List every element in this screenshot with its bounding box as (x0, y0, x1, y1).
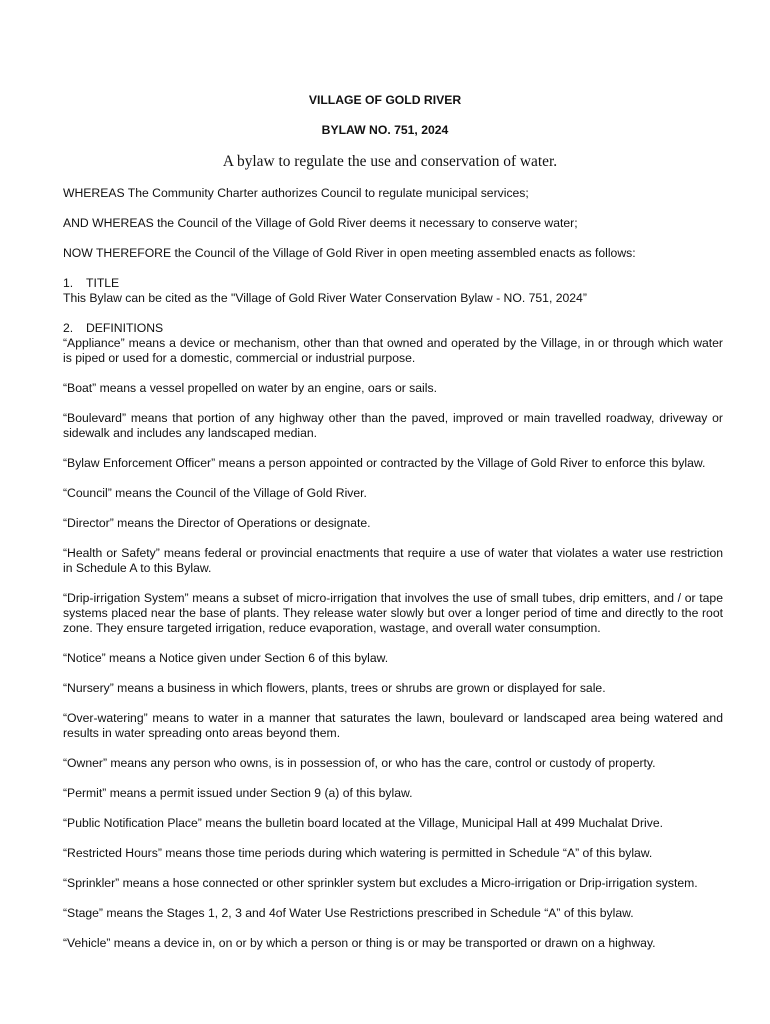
section-heading-text: DEFINITIONS (86, 321, 164, 335)
definition-appliance: “Appliance” means a device or mechanism, other than that owned and operated by the Village, in or through which water is piped or used for a domestic, commercial or industrial purpose. (63, 336, 723, 365)
section-title-heading (63, 276, 723, 291)
definition-boat: “Boat” means a vessel propelled on water by an engine, oars or sails. (63, 381, 437, 395)
definition-owner: “Owner” means any person who owns, is in possession of, or who has the care, control or custody of property. (63, 756, 656, 770)
recital-now-therefore: NOW THEREFORE the Council of the Village of Gold River in open meeting assembled enacts as follows: (63, 246, 636, 260)
definition-bylaw-enforcement-officer: “Bylaw Enforcement Officer” means a person appointed or contracted by the Village of Gold River to enforce this bylaw. (63, 456, 706, 470)
definition-notice: “Notice” means a Notice given under Section 6 of this bylaw. (63, 651, 389, 665)
recital-and-whereas: AND WHEREAS the Council of the Village of Gold River deems it necessary to conserve water; (63, 216, 578, 230)
definition-director: “Director” means the Director of Operations or designate. (63, 516, 371, 530)
definition-boulevard: “Boulevard” means that portion of any highway other than the paved, improved or main travelled roadway, driveway or sidewalk and includes any landscaped median. (63, 411, 723, 440)
section-title (63, 276, 723, 306)
section-number: 2. (63, 321, 74, 335)
bylaw-purpose: A bylaw to regulate the use and conservation of water. (222, 153, 558, 170)
recital-whereas: WHEREAS The Community Charter authorizes Council to regulate municipal services; (63, 186, 529, 200)
definition-council: “Council” means the Council of the Village of Gold River. (63, 486, 367, 500)
section-heading-text: TITLE (86, 276, 120, 290)
definition-over-watering: “Over-watering” means to water in a manner that saturates the lawn, boulevard or landscaped area being watered and results in water spreading onto areas beyond them. (63, 711, 723, 740)
definition-sprinkler: “Sprinkler” means a hose connected or other sprinkler system but excludes a Micro-irrigation or Drip-irrigation system. (63, 876, 698, 890)
definition-vehicle: “Vehicle” means a device in, on or by which a person or thing is or may be transported or drawn on a highway. (63, 936, 656, 950)
bylaw-number: BYLAW NO. 751, 2024 (321, 123, 449, 137)
bylaw-body (63, 186, 723, 966)
definition-stage: “Stage” means the Stages 1, 2, 3 and 4of Water Use Restrictions prescribed in Schedule “A” of this bylaw. (63, 906, 634, 920)
section-number: 1. (63, 276, 74, 290)
section-definitions (63, 321, 723, 951)
definition-nursery: “Nursery” means a business in which flowers, plants, trees or shrubs are grown or displayed for sale. (63, 681, 606, 695)
definition-public-notification-place: “Public Notification Place” means the bulletin board located at the Village, Municipal Hall at 499 Muchalat Drive. (63, 816, 663, 830)
definition-restricted-hours: “Restricted Hours” means those time periods during which watering is permitted in Schedule “A” of this bylaw. (63, 846, 653, 860)
definition-permit: “Permit” means a permit issued under Section 9 (a) of this bylaw. (63, 786, 413, 800)
document-heading: VILLAGE OF GOLD RIVER (308, 93, 462, 107)
definition-drip-irrigation-system: “Drip-irrigation System” means a subset of micro-irrigation that involves the use of small tubes, drip emitters, and / or tape systems placed near the base of plants. They release water slowly but over a longer period of time and directly to the root zone. They ensure targeted irrigation, reduce evaporation, wastage, and overall water consumption. (63, 591, 723, 635)
definition-health-or-safety: “Health or Safety” means federal or provincial enactments that require a use of water that violates a water use restriction in Schedule A to this Bylaw. (63, 546, 723, 575)
section-definitions-heading (63, 321, 723, 336)
section-title-text: This Bylaw can be cited as the "Village of Gold River Water Conservation Bylaw - NO. 751, 2024” (63, 291, 587, 305)
